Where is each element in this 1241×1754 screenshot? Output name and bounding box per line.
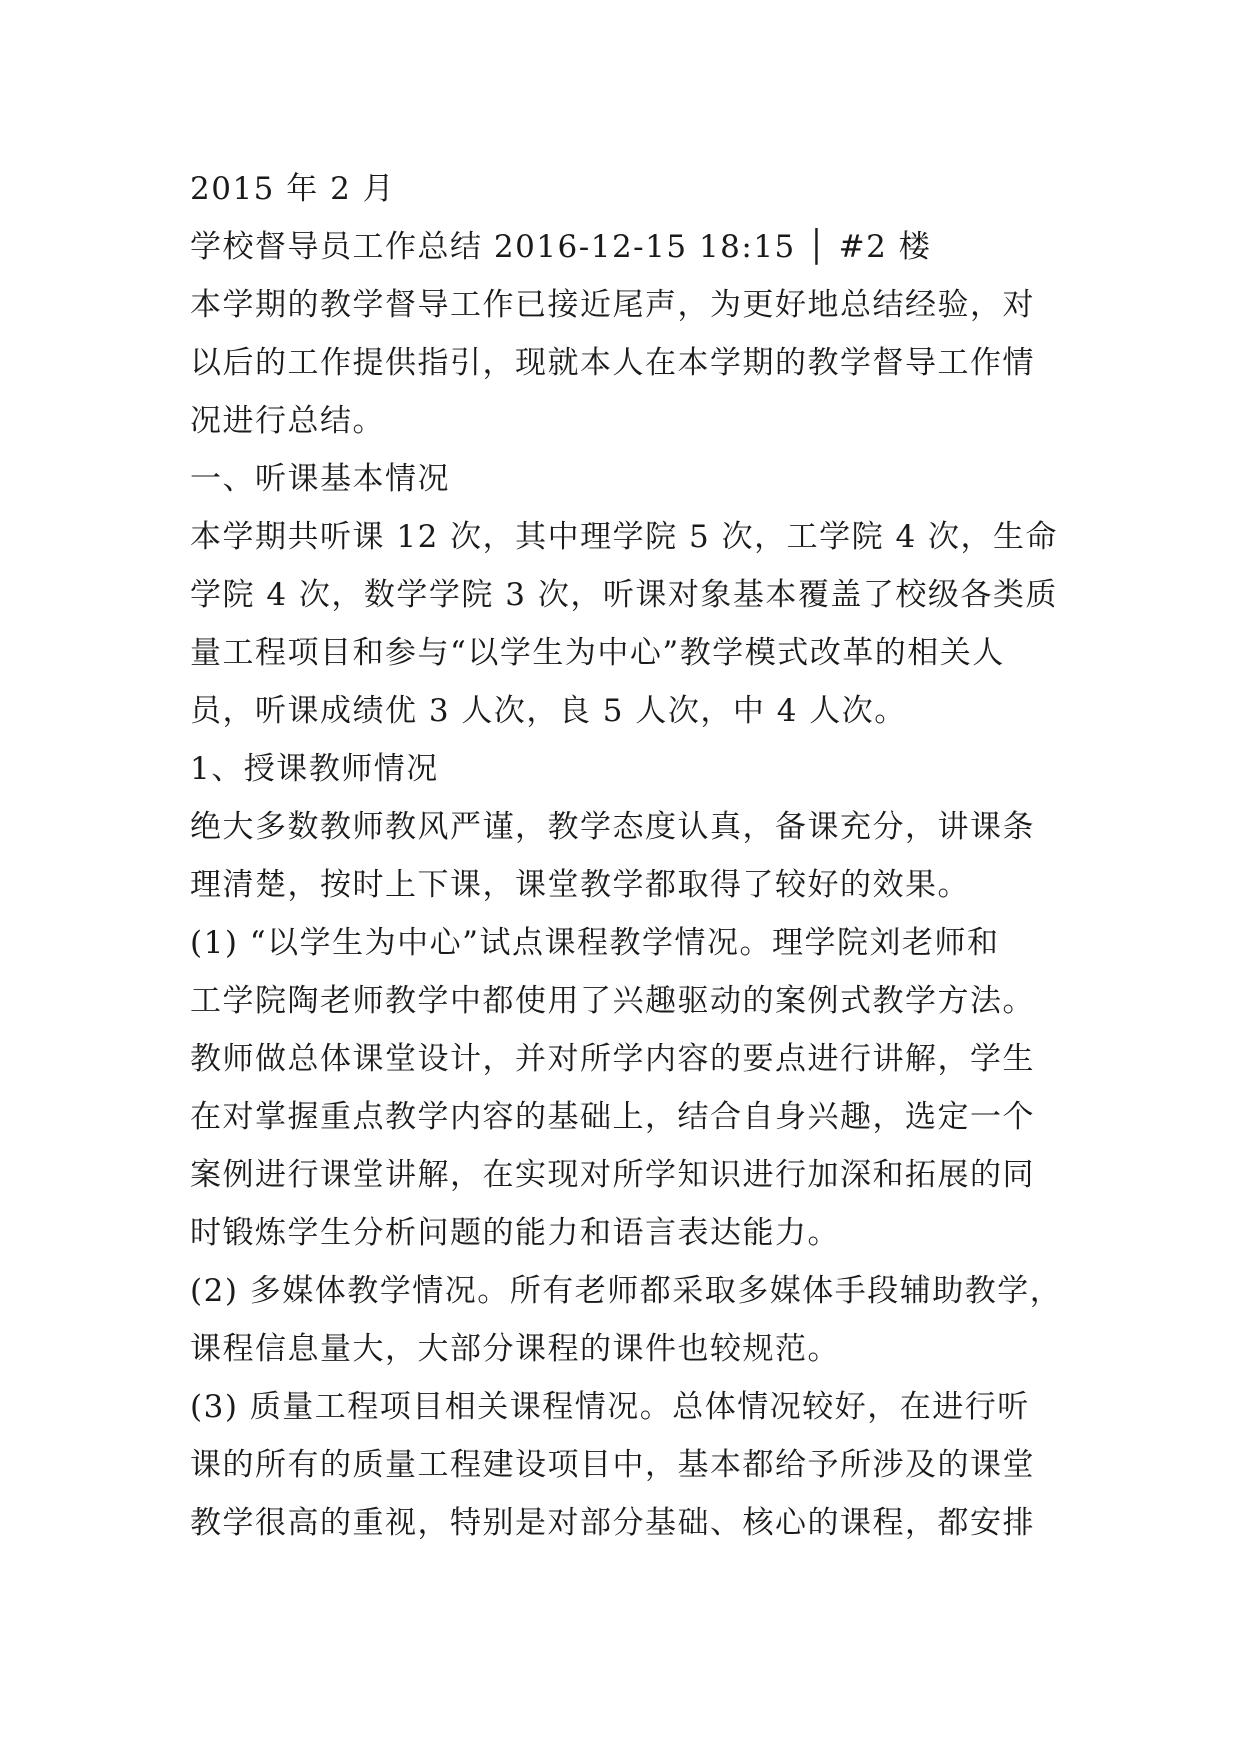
paragraph-line: 量工程项目和参与“以学生为中心”教学模式改革的相关人 <box>190 635 1005 671</box>
paragraph-line: 工学院陶老师教学中都使用了兴趣驱动的案例式教学方法。 <box>190 983 1035 1019</box>
paragraph-line: 学院 4 次，数学学院 3 次，听课对象基本覆盖了校级各类质 <box>190 577 1058 613</box>
paragraph-line: 在对掌握重点教学内容的基础上，结合自身兴趣，选定一个 <box>190 1099 1035 1135</box>
post-header-line: 学校督导员工作总结 2016-12-15 18:15 │ #2 楼 <box>190 229 932 265</box>
list-item-line: (2) 多媒体教学情况。所有老师都采取多媒体手段辅助教学， <box>190 1273 1063 1309</box>
paragraph-line: 教学很高的重视，特别是对部分基础、核心的课程，都安排 <box>190 1505 1035 1541</box>
paragraph-line: 本学期共听课 12 次，其中理学院 5 次，工学院 4 次，生命 <box>190 519 1059 555</box>
paragraph-line: 课的所有的质量工程建设项目中，基本都给予所涉及的课堂 <box>190 1447 1035 1483</box>
paragraph-line: 案例进行课堂讲解，在实现对所学知识进行加深和拓展的同 <box>190 1157 1035 1193</box>
paragraph-line: 时锻炼学生分析问题的能力和语言表达能力。 <box>190 1215 840 1251</box>
paragraph-line: 理清楚，按时上下课，课堂教学都取得了较好的效果。 <box>190 867 970 903</box>
paragraph-line: 本学期的教学督导工作已接近尾声，为更好地总结经验，对 <box>190 287 1035 323</box>
paragraph-line: 绝大多数教师教风严谨，教学态度认真，备课充分，讲课条 <box>190 809 1035 845</box>
subsection-heading: 1、授课教师情况 <box>190 751 439 787</box>
section-heading: 一、听课基本情况 <box>190 461 450 497</box>
paragraph-line: 员，听课成绩优 3 人次，良 5 人次，中 4 人次。 <box>190 693 907 729</box>
list-item-line: (3) 质量工程项目相关课程情况。总体情况较好，在进行听 <box>190 1389 1030 1425</box>
document-body <box>190 160 1070 1552</box>
paragraph-line: 况进行总结。 <box>190 403 385 439</box>
list-item-line: (1) “以学生为中心”试点课程教学情况。理学院刘老师和 <box>190 925 1000 961</box>
paragraph-line: 课程信息量大，大部分课程的课件也较规范。 <box>190 1331 840 1367</box>
paragraph-line: 以后的工作提供指引，现就本人在本学期的教学督导工作情 <box>190 345 1035 381</box>
date-line: 2015 年 2 月 <box>190 171 396 207</box>
paragraph-line: 教师做总体课堂设计，并对所学内容的要点进行讲解，学生 <box>190 1041 1035 1077</box>
